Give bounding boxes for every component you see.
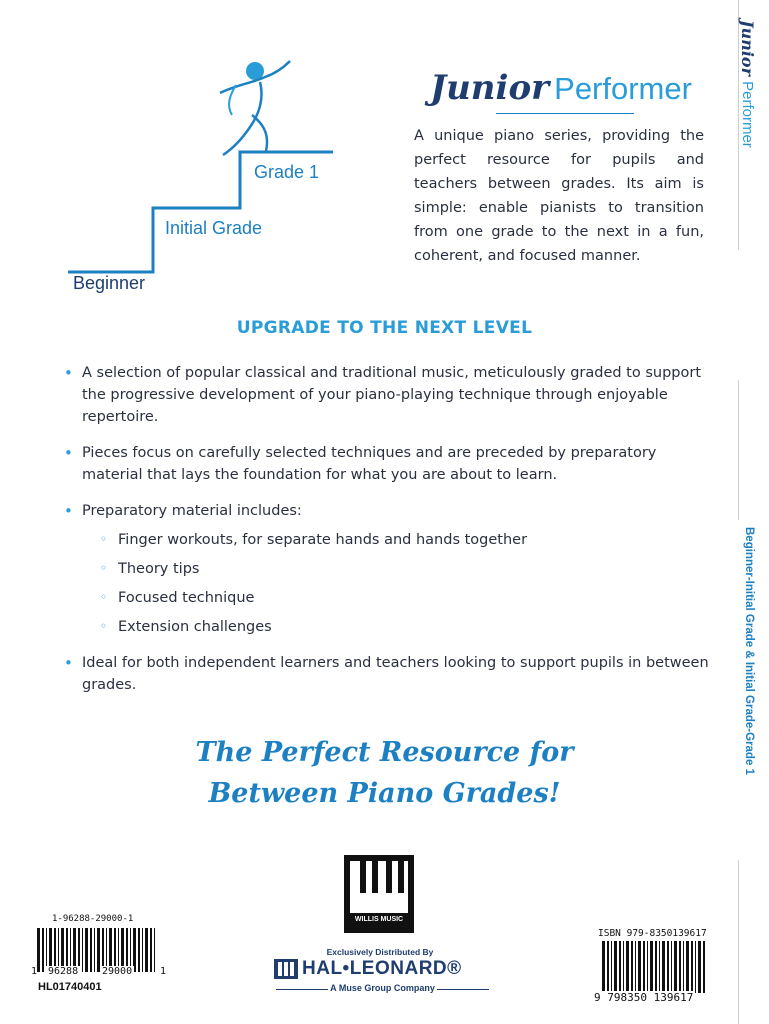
barcode-bar	[647, 941, 648, 993]
stairs-label-beginner: Beginner	[73, 273, 146, 293]
barcode-bar	[679, 941, 681, 993]
barcode-left-digits-mid: 96288	[48, 966, 79, 977]
spine-subtitle: Beginner-Initial Grade & Initial Grade-Grade 1	[743, 527, 755, 775]
barcode-bar	[671, 941, 672, 993]
barcode-bar	[619, 941, 621, 993]
hal-leonard-icon	[274, 959, 298, 979]
muse-group-label: A Muse Group Company	[330, 983, 435, 993]
isbn-digits: 9 798350 139617	[594, 991, 694, 1004]
barcode-left-digits-right: 29000	[102, 966, 133, 977]
spine-title-script: Junior	[738, 20, 757, 77]
list-item: • Preparatory material includes: ◦ Finger workouts, for separate hands and hands together ◦ Theory tips ◦ Focused technique ◦ Extension challenges	[64, 500, 709, 638]
barcode-bar	[659, 941, 660, 993]
barcode-bar	[655, 941, 657, 993]
barcode-bar	[626, 941, 629, 993]
tagline-line-2: Between Piano Grades!	[208, 778, 561, 809]
barcode-bar	[674, 941, 677, 993]
barcode-bar	[703, 941, 705, 993]
series-title-script: Junior	[430, 68, 550, 108]
hal-leonard-text: HAL•LEONARD®	[302, 958, 462, 979]
sub-text-1: Finger workouts, for separate hands and hands together	[118, 532, 528, 548]
spine-title	[738, 20, 757, 148]
intro-paragraph: A unique piano series, providing the perfect resource for pupils and teachers between grades. Its aim is simple: enable pianists to transition from one grade to the next in a fun, coherent, and focused manner.	[414, 128, 704, 264]
barcode-bar	[37, 928, 40, 972]
barcode-bar	[142, 928, 143, 972]
barcode-left-digit-a: 1	[31, 966, 38, 977]
hal-leonard-logo	[274, 958, 494, 980]
list-item: • Ideal for both independent learners and teachers looking to support pupils in between grades.	[64, 654, 709, 693]
stairs-label-grade1: Grade 1	[254, 162, 320, 182]
sub-text-2: Theory tips	[118, 561, 200, 577]
barcode-bar	[698, 941, 701, 993]
barcode-bar	[650, 941, 653, 993]
spine-divider-mid	[738, 380, 739, 520]
barcode-bar	[691, 941, 693, 993]
bullet-text-2: Pieces focus on carefully selected techniques and are preceded by preparatory material that lays the foundation for what you are about to learn.	[82, 445, 657, 483]
sub-list-item: ◦ Extension challenges	[100, 619, 272, 635]
series-title	[430, 68, 692, 108]
bullet-text-3: Preparatory material includes:	[82, 503, 302, 519]
sub-list-item: ◦ Theory tips	[100, 561, 200, 577]
tagline-line-1: The Perfect Resource for	[195, 737, 574, 768]
barcode-bar	[643, 941, 645, 993]
willis-label: WILLIS MUSIC	[354, 916, 404, 923]
barcode-bar	[662, 941, 665, 993]
list-item: • Pieces focus on carefully selected techniques and are preceded by preparatory material that lays the foundation for what you are about to learn.	[64, 444, 657, 483]
barcode-bar	[602, 941, 605, 993]
barcode-bar	[90, 928, 92, 972]
barcode-bar	[667, 941, 669, 993]
barcode-bar	[623, 941, 624, 993]
barcode-left-top: 1-96288-29000-1	[52, 914, 134, 924]
sub-text-3: Focused technique	[118, 590, 255, 606]
barcode-right	[602, 941, 706, 993]
barcode-bar	[607, 941, 609, 993]
barcode-bar	[145, 928, 148, 972]
spine-divider-bottom	[738, 860, 739, 1024]
barcode-bar	[94, 928, 95, 972]
sub-list-item: ◦ Finger workouts, for separate hands and hands together	[100, 532, 528, 548]
product-code: HL01740401	[38, 981, 102, 993]
sub-text-4: Extension challenges	[118, 619, 272, 635]
barcode-bar	[85, 928, 88, 972]
barcode-bar	[611, 941, 612, 993]
barcode-bar	[154, 928, 155, 972]
bullet-text-4: Ideal for both independent learners and teachers looking to support pupils in between grades.	[82, 655, 709, 693]
bullet-text-1: A selection of popular classical and traditional music, meticulously graded to support the progressive development of your piano-playing technique through enjoyable repertoire.	[82, 365, 702, 425]
barcode-bar	[695, 941, 696, 993]
willis-music-logo	[344, 855, 414, 933]
isbn-label: ISBN 979-8350139617	[598, 928, 707, 939]
barcode-bar	[150, 928, 152, 972]
stairs-label-initial: Initial Grade	[165, 218, 263, 238]
series-title-plain: Performer	[554, 71, 692, 106]
list-item: • A selection of popular classical and traditional music, meticulously graded to support the progressive development of your piano-playing technique through enjoyable repertoire.	[64, 364, 702, 425]
barcode-bar	[635, 941, 636, 993]
barcode-bar	[82, 928, 83, 972]
barcode-left-digit-b: 1	[160, 966, 167, 977]
section-heading: UPGRADE TO THE NEXT LEVEL	[236, 318, 533, 338]
barcode-bar	[42, 928, 44, 972]
sub-list-item: ◦ Focused technique	[100, 590, 255, 606]
title-underline	[496, 113, 634, 114]
barcode-bar	[638, 941, 641, 993]
barcode-bar	[138, 928, 140, 972]
distributed-label: Exclusively Distributed By	[326, 947, 434, 957]
feature-list	[64, 362, 709, 710]
barcode-bar	[614, 941, 617, 993]
spine-title-plain: Performer	[739, 81, 756, 148]
barcode-bar	[683, 941, 684, 993]
barcode-bar	[686, 941, 689, 993]
barcode-bar	[631, 941, 633, 993]
